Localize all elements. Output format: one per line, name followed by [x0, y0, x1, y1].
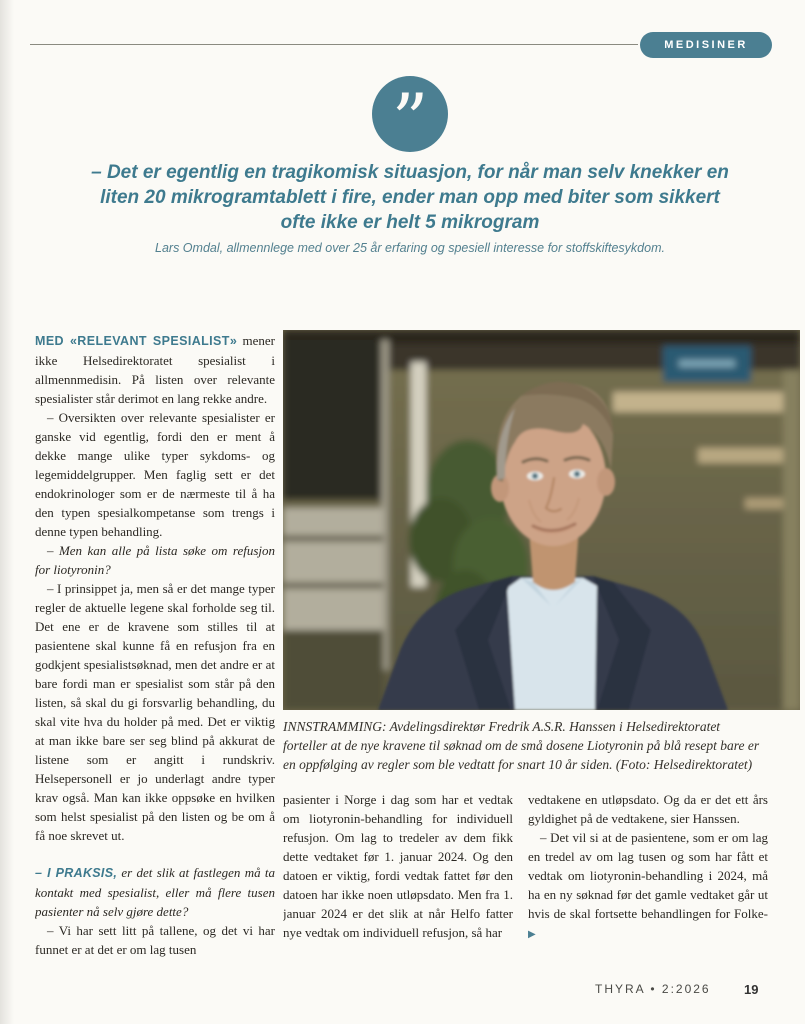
section-badge [640, 32, 772, 58]
photo-caption: INNSTRAMMING: Avdelingsdirektør Fredrik A.S.R. Hanssen i Helsedirektoratet forteller at de nye kravene til søknad om de små dosene Liotyronin på blå resept bare er en oppfølging av regler som ble vedtatt for snart 10 år siden. (Foto: Helsedirektoratet) [283, 719, 760, 772]
paragraph: – Vi har sett litt på tallene, og det vi har funnet er at det er om lag tusen [35, 923, 275, 957]
paragraph [35, 863, 275, 921]
section-badge-label: MEDISINER [664, 39, 748, 51]
footer-magazine-issue [595, 982, 711, 996]
paragraph: pasienter i Norge i dag som har et vedtak om liotyronin-behandling for individuell refusjon. Om lag to tredeler av dem fikk dette vedtaket før 1. januar 2024. Og den datoen er viktig, fordi vedtak fattet før den datoen har ikke noen utløpsdato. Men fra 1. januar 2024 er det slik at når Helfo fatter nye vedtak om individuell refusjon, så har [283, 792, 513, 940]
quote-attribution: Lars Omdal, allmennlege med over 25 år erfaring og spesiell interesse for stoffskiftesykdom. [155, 241, 665, 255]
issue-number: 2:2026 [661, 982, 711, 996]
page-number: 19 [744, 982, 759, 997]
paragraph [528, 828, 768, 944]
paragraph [35, 331, 275, 408]
page-footer [0, 982, 805, 1002]
header-rule [30, 44, 638, 45]
lead-in-text: – I PRAKSIS, [35, 866, 118, 880]
paragraph: – Oversikten over relevante spesialister er ganske vid egentlig, fordi den er ment å dekke mange ulike typer sykdoms- og legemiddelgrupper. Men faglig sett er det endokrinologer som er de nærmeste til å ha den typen spesialkompetanse som trengs i denne typen behandling. [35, 410, 275, 539]
lead-in-text: MED «RELEVANT SPESIALIST» [35, 334, 238, 348]
interview-question: er det slik at fastlegen må ta kontakt med spesialist, eller må flere tusen pasienter nå selv gjøre dette? [35, 865, 275, 919]
article-column-left [35, 331, 275, 959]
footer-separator: • [650, 982, 657, 996]
magazine-name: THYRA [595, 982, 646, 996]
quotation-marks-icon [372, 76, 448, 162]
paragraph: vedtakene en utløpsdato. Og da er det ett års gyldighet på de vedtakene, sier Hanssen. [528, 792, 768, 826]
interview-question: – Men kan alle på lista søke om refusjon for liotyronin? [35, 543, 275, 577]
portrait-photo [283, 330, 800, 710]
continued-arrow-icon: ▶ [528, 929, 536, 940]
article-column-right [528, 790, 768, 1000]
paragraph-text: mener ikke Helsedirektoratet spesialist i allmennmedisin. På listen over relevante spesialister står derimot en lang rekke andre. [35, 333, 275, 406]
article-column-middle [283, 790, 513, 1000]
quote-glyph: ” [391, 78, 429, 162]
pull-quote: – Det er egentlig en tragikomisk situasjon, for når man selv knekker en liten 20 mikrogramtablett i fire, ender man opp med biter som sikkert ofte ikke er helt 5 mikrogram [91, 162, 729, 233]
paragraph-text: – Det vil si at de pasientene, som er om lag en tredel av om lag tusen og som har fått et vedtak om liotyronin-behandling i 2024, må ha en ny søknad før det gamle vedtaket går ut hvis de skal fortsette behandlingen for Folke- [528, 830, 768, 921]
paragraph: – I prinsippet ja, men så er det mange typer regler de aktuelle legene skal forholde seg til. Det ene er de kravene som stilles til at pasientene skal kunne få en refusjon fra en godkjent spesialistsøknad, men det andre er at bare fordi man er spesialist som står på den listen, så skal du gi forsvarlig behandling, du skal vite hva du holder på med. Det er viktig at man ikke bare ser seg blind på akkurat de listene som er angitt i rundskriv. Helsepersonell er jo underlagt andre typer krav også. Man kan ikke oppsøke en hvilken som helst spesialist på den listen og be om å få noe skrevet ut. [35, 581, 275, 843]
